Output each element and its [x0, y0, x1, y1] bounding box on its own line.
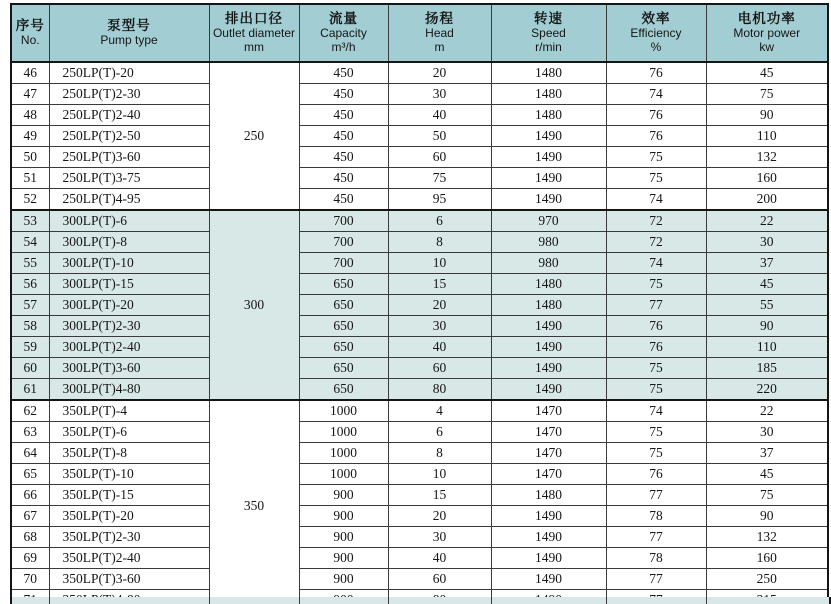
cell-motor-power: 22: [706, 210, 828, 232]
table-row: [11, 443, 828, 464]
cell-head: 95: [388, 189, 491, 211]
cell-motor-power: 250: [706, 569, 828, 590]
table-row: [11, 253, 828, 274]
cell-pump-type: 350LP(T)3-60: [49, 569, 209, 590]
cell-speed: 1480: [491, 84, 606, 105]
cell-speed: 1470: [491, 464, 606, 485]
cell-motor-power: 90: [706, 105, 828, 126]
table-row: [11, 506, 828, 527]
cell-pump-type: 350LP(T)-6: [49, 422, 209, 443]
cell-head: 40: [388, 548, 491, 569]
cell-head: 15: [388, 274, 491, 295]
cell-no: 62: [11, 400, 49, 422]
cell-no: 55: [11, 253, 49, 274]
cell-motor-power: 75: [706, 84, 828, 105]
cell-efficiency: 74: [606, 84, 706, 105]
cell-no: 63: [11, 422, 49, 443]
table-row: [11, 400, 828, 422]
cell-no: 47: [11, 84, 49, 105]
cell-efficiency: 75: [606, 358, 706, 379]
cell-efficiency: 76: [606, 62, 706, 84]
header-motor-power-unit: kw: [759, 39, 775, 54]
table-row: [11, 485, 828, 506]
table-row: [11, 569, 828, 590]
cell-speed: 1490: [491, 569, 606, 590]
table-row: [11, 274, 828, 295]
next-row-partial: [10, 597, 831, 604]
cell-motor-power: 200: [706, 189, 828, 211]
table-row: [11, 464, 828, 485]
cell-speed: 1490: [491, 189, 606, 211]
cell-speed: 980: [491, 232, 606, 253]
cell-head: 8: [388, 232, 491, 253]
cell-pump-type: 350LP(T)-10: [49, 464, 209, 485]
cell-motor-power: 90: [706, 316, 828, 337]
cell-head: 30: [388, 316, 491, 337]
header-head-unit: m: [434, 39, 445, 54]
cell-head: 40: [388, 105, 491, 126]
cell-head: 4: [388, 400, 491, 422]
cell-efficiency: 74: [606, 400, 706, 422]
cell-efficiency: 76: [606, 126, 706, 147]
cell-pump-type: 250LP(T)3-75: [49, 168, 209, 189]
cell-efficiency: 75: [606, 168, 706, 189]
cell-capacity: 650: [299, 379, 388, 401]
header-capacity-zh: 流量: [329, 11, 358, 27]
cell-speed: 1490: [491, 316, 606, 337]
cell-motor-power: 220: [706, 379, 828, 401]
header-speed-en: Speed: [531, 25, 566, 40]
table-row: [11, 62, 828, 84]
cell-efficiency: 78: [606, 506, 706, 527]
cell-outlet-diameter: 350: [209, 400, 299, 604]
table-row: [11, 189, 828, 211]
cell-no: 68: [11, 527, 49, 548]
cell-head: 30: [388, 527, 491, 548]
table-row: [11, 358, 828, 379]
cell-head: 15: [388, 485, 491, 506]
header-capacity-en: Capacity: [320, 25, 367, 40]
cell-motor-power: 45: [706, 274, 828, 295]
table-row: [11, 147, 828, 168]
header-no-zh: 序号: [15, 18, 45, 34]
cell-capacity: 450: [299, 147, 388, 168]
cell-head: 6: [388, 422, 491, 443]
header-outlet-unit: mm: [244, 39, 264, 54]
cell-speed: 1480: [491, 62, 606, 84]
cell-no: 69: [11, 548, 49, 569]
cell-head: 60: [388, 569, 491, 590]
cell-capacity: 650: [299, 295, 388, 316]
table-row: [11, 316, 828, 337]
header-speed-unit: r/min: [535, 39, 562, 54]
cell-capacity: 650: [299, 337, 388, 358]
cell-efficiency: 76: [606, 316, 706, 337]
cell-capacity: 450: [299, 189, 388, 211]
table-row: [11, 126, 828, 147]
cell-motor-power: 110: [706, 337, 828, 358]
cell-speed: 1490: [491, 548, 606, 569]
table-row: [11, 232, 828, 253]
table-body: [11, 62, 828, 604]
table-row: [11, 210, 828, 232]
cell-pump-type: 300LP(T)4-80: [49, 379, 209, 401]
cell-pump-type: 350LP(T)2-30: [49, 527, 209, 548]
cell-pump-type: 350LP(T)2-40: [49, 548, 209, 569]
cell-no: 58: [11, 316, 49, 337]
cell-no: 49: [11, 126, 49, 147]
header-row: [11, 4, 828, 62]
cell-pump-type: 350LP(T)-15: [49, 485, 209, 506]
cell-pump-type: 250LP(T)4-95: [49, 189, 209, 211]
cell-no: 56: [11, 274, 49, 295]
table-header: [11, 4, 828, 62]
cell-speed: 1490: [491, 379, 606, 401]
cell-capacity: 700: [299, 253, 388, 274]
column-header-no: [11, 4, 49, 62]
cell-head: 60: [388, 147, 491, 168]
cell-motor-power: 37: [706, 253, 828, 274]
cell-speed: 980: [491, 253, 606, 274]
table-row: [11, 84, 828, 105]
cell-pump-type: 250LP(T)2-30: [49, 84, 209, 105]
cell-speed: 1480: [491, 105, 606, 126]
cell-head: 10: [388, 253, 491, 274]
table-row: [11, 105, 828, 126]
header-head-zh: 扬程: [425, 11, 454, 27]
cell-head: 8: [388, 443, 491, 464]
header-efficiency-en: Efficiency: [630, 25, 682, 40]
cell-speed: 970: [491, 210, 606, 232]
cell-head: 10: [388, 464, 491, 485]
cell-pump-type: 300LP(T)2-30: [49, 316, 209, 337]
cell-head: 30: [388, 84, 491, 105]
cell-speed: 1470: [491, 400, 606, 422]
cell-capacity: 450: [299, 105, 388, 126]
cell-speed: 1480: [491, 274, 606, 295]
cell-pump-type: 300LP(T)-8: [49, 232, 209, 253]
cell-outlet-diameter: 300: [209, 210, 299, 400]
cell-motor-power: 132: [706, 147, 828, 168]
cell-capacity: 900: [299, 569, 388, 590]
cell-head: 80: [388, 379, 491, 401]
header-outlet-zh: 排出口径: [225, 11, 283, 27]
cell-pump-type: 300LP(T)3-60: [49, 358, 209, 379]
cell-efficiency: 75: [606, 422, 706, 443]
cell-efficiency: 76: [606, 337, 706, 358]
cell-outlet-diameter: 250: [209, 62, 299, 210]
cell-efficiency: 76: [606, 105, 706, 126]
table-row: [11, 422, 828, 443]
cell-no: 60: [11, 358, 49, 379]
cell-motor-power: 132: [706, 527, 828, 548]
column-header-motor-power: [706, 4, 828, 62]
cell-head: 40: [388, 337, 491, 358]
table-row: [11, 168, 828, 189]
cell-efficiency: 77: [606, 485, 706, 506]
cell-speed: 1490: [491, 337, 606, 358]
cell-capacity: 450: [299, 84, 388, 105]
cell-capacity: 650: [299, 316, 388, 337]
cell-capacity: 650: [299, 274, 388, 295]
cell-capacity: 1000: [299, 400, 388, 422]
cell-no: 59: [11, 337, 49, 358]
cell-capacity: 700: [299, 232, 388, 253]
cell-efficiency: 74: [606, 253, 706, 274]
table-row: [11, 548, 828, 569]
cell-capacity: 900: [299, 548, 388, 569]
pump-spec-table: [10, 3, 829, 604]
cell-motor-power: 90: [706, 506, 828, 527]
cell-no: 64: [11, 443, 49, 464]
header-motor-power-zh: 电机功率: [737, 11, 796, 27]
cell-capacity: 1000: [299, 443, 388, 464]
cell-efficiency: 77: [606, 527, 706, 548]
cell-pump-type: 350LP(T)-20: [49, 506, 209, 527]
cell-no: 48: [11, 105, 49, 126]
cell-capacity: 700: [299, 210, 388, 232]
header-outlet-en: Outlet diameter: [212, 25, 296, 40]
cell-pump-type: 250LP(T)2-50: [49, 126, 209, 147]
cell-pump-type: 250LP(T)-20: [49, 62, 209, 84]
cell-motor-power: 30: [706, 422, 828, 443]
table-row: [11, 379, 828, 401]
cell-speed: 1480: [491, 295, 606, 316]
table-row: [11, 295, 828, 316]
cell-motor-power: 45: [706, 464, 828, 485]
cell-speed: 1490: [491, 358, 606, 379]
cell-efficiency: 75: [606, 443, 706, 464]
cell-speed: 1490: [491, 126, 606, 147]
cell-efficiency: 75: [606, 147, 706, 168]
cell-speed: 1480: [491, 485, 606, 506]
cell-pump-type: 300LP(T)-6: [49, 210, 209, 232]
cell-pump-type: 300LP(T)-15: [49, 274, 209, 295]
cell-pump-type: 350LP(T)-8: [49, 443, 209, 464]
cell-efficiency: 77: [606, 295, 706, 316]
cell-speed: 1490: [491, 168, 606, 189]
cell-no: 67: [11, 506, 49, 527]
cell-motor-power: 110: [706, 126, 828, 147]
cell-no: 54: [11, 232, 49, 253]
cell-head: 60: [388, 358, 491, 379]
cell-head: 20: [388, 506, 491, 527]
cell-speed: 1490: [491, 527, 606, 548]
cell-head: 6: [388, 210, 491, 232]
cell-pump-type: 300LP(T)-20: [49, 295, 209, 316]
cell-head: 20: [388, 62, 491, 84]
header-efficiency-zh: 效率: [641, 11, 671, 27]
header-motor-power-en: Motor power: [733, 25, 801, 40]
header-pump-type-zh: 泵型号: [107, 18, 151, 34]
cell-pump-type: 250LP(T)3-60: [49, 147, 209, 168]
cell-efficiency: 75: [606, 274, 706, 295]
cell-capacity: 650: [299, 358, 388, 379]
column-header-capacity: [299, 4, 388, 62]
column-header-pump-type: [49, 4, 209, 62]
cell-no: 66: [11, 485, 49, 506]
header-head-en: Head: [425, 25, 454, 40]
header-no-en: No.: [20, 32, 40, 47]
cell-motor-power: 37: [706, 443, 828, 464]
cell-motor-power: 75: [706, 485, 828, 506]
cell-efficiency: 75: [606, 379, 706, 401]
column-header-head: [388, 4, 491, 62]
cell-efficiency: 72: [606, 210, 706, 232]
table-row: [11, 527, 828, 548]
cell-head: 20: [388, 295, 491, 316]
table-row: [11, 337, 828, 358]
cell-capacity: 450: [299, 62, 388, 84]
cell-efficiency: 74: [606, 189, 706, 211]
cell-motor-power: 160: [706, 168, 828, 189]
cell-speed: 1470: [491, 443, 606, 464]
cell-capacity: 450: [299, 126, 388, 147]
cell-pump-type: 350LP(T)-4: [49, 400, 209, 422]
cell-no: 70: [11, 569, 49, 590]
cell-no: 65: [11, 464, 49, 485]
cell-speed: 1490: [491, 506, 606, 527]
cell-efficiency: 77: [606, 569, 706, 590]
cell-capacity: 1000: [299, 464, 388, 485]
cell-pump-type: 250LP(T)2-40: [49, 105, 209, 126]
cell-motor-power: 30: [706, 232, 828, 253]
cell-efficiency: 78: [606, 548, 706, 569]
column-header-efficiency: [606, 4, 706, 62]
header-speed-zh: 转速: [534, 11, 563, 27]
header-efficiency-unit: %: [650, 39, 662, 54]
cell-no: 53: [11, 210, 49, 232]
cell-head: 75: [388, 168, 491, 189]
header-pump-type-en: Pump type: [100, 32, 158, 47]
column-header-outlet-diameter: [209, 4, 299, 62]
header-capacity-unit: m³/h: [331, 39, 356, 54]
column-header-speed: [491, 4, 606, 62]
cell-efficiency: 72: [606, 232, 706, 253]
cell-speed: 1490: [491, 147, 606, 168]
cell-no: 61: [11, 379, 49, 401]
cell-speed: 1470: [491, 422, 606, 443]
cell-no: 52: [11, 189, 49, 211]
cell-motor-power: 45: [706, 62, 828, 84]
cell-no: 50: [11, 147, 49, 168]
cell-no: 51: [11, 168, 49, 189]
cell-capacity: 900: [299, 485, 388, 506]
cell-capacity: 1000: [299, 422, 388, 443]
cell-motor-power: 22: [706, 400, 828, 422]
cell-motor-power: 185: [706, 358, 828, 379]
cell-no: 46: [11, 62, 49, 84]
cell-capacity: 900: [299, 506, 388, 527]
cell-pump-type: 300LP(T)-10: [49, 253, 209, 274]
cell-head: 50: [388, 126, 491, 147]
cell-capacity: 450: [299, 168, 388, 189]
cell-motor-power: 55: [706, 295, 828, 316]
cell-capacity: 900: [299, 527, 388, 548]
cell-efficiency: 76: [606, 464, 706, 485]
cell-motor-power: 160: [706, 548, 828, 569]
cell-pump-type: 300LP(T)2-40: [49, 337, 209, 358]
cell-no: 57: [11, 295, 49, 316]
